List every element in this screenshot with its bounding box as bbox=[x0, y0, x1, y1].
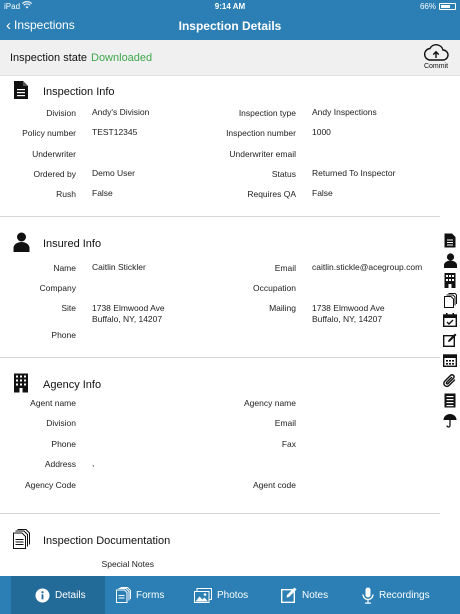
building-icon bbox=[13, 373, 29, 393]
info-icon bbox=[35, 588, 50, 603]
email-label: Email bbox=[274, 263, 296, 273]
insured-info-title: Insured Info bbox=[43, 238, 102, 250]
tab-forms[interactable] bbox=[116, 576, 186, 614]
cloud-upload-icon bbox=[423, 43, 449, 62]
microphone-icon bbox=[362, 587, 374, 604]
name-value: Caitlin Stickler bbox=[92, 262, 146, 272]
inspection-number-value: 1000 bbox=[312, 127, 331, 137]
policy-number-label: Policy number bbox=[22, 128, 76, 138]
email-value: caitlin.stickle@acegroup.com bbox=[312, 262, 423, 272]
status-value: Returned To Inspector bbox=[312, 168, 396, 178]
tab-notes[interactable] bbox=[281, 576, 353, 614]
rush-value: False bbox=[92, 188, 113, 198]
agency-division-label: Division bbox=[46, 418, 76, 428]
special-notes-label: Special Notes bbox=[101, 559, 154, 569]
site-label: Site bbox=[61, 303, 76, 313]
battery-percent: 66% bbox=[419, 2, 436, 11]
person-icon bbox=[13, 232, 30, 252]
documents-icon bbox=[13, 529, 30, 549]
mailing-address-line2: Buffalo, NY, 14207 bbox=[312, 314, 383, 324]
agency-info-title: Agency Info bbox=[43, 379, 102, 391]
calendar-check-icon[interactable] bbox=[442, 312, 458, 328]
inspection-state-value: Downloaded bbox=[91, 52, 153, 64]
inspection-documentation-title: Inspection Documentation bbox=[43, 535, 171, 547]
ordered-by-label: Ordered by bbox=[33, 169, 76, 179]
ordered-by-value: Demo User bbox=[92, 168, 135, 178]
inspection-state-label: Inspection state bbox=[10, 52, 88, 64]
list-icon[interactable] bbox=[442, 392, 458, 408]
clock: 9:14 AM bbox=[214, 2, 246, 11]
address-label: Address bbox=[44, 459, 76, 469]
agent-code-label: Agent code bbox=[252, 480, 296, 490]
tab-photos[interactable] bbox=[194, 576, 274, 614]
tab-forms-label: Forms bbox=[136, 589, 165, 601]
fax-label: Fax bbox=[281, 439, 296, 449]
top-bar bbox=[0, 0, 460, 40]
rush-label: Rush bbox=[56, 189, 76, 199]
inspection-info-section bbox=[0, 76, 440, 216]
notes-icon bbox=[281, 587, 297, 603]
name-label: Name bbox=[53, 263, 76, 273]
agency-phone-label: Phone bbox=[51, 439, 76, 449]
inspection-type-label: Inspection type bbox=[238, 108, 296, 118]
commit-label: Commit bbox=[423, 63, 449, 70]
page-title: Inspection Details bbox=[178, 19, 282, 33]
site-address-line1: 1738 Elmwood Ave bbox=[92, 303, 165, 313]
tab-recordings-label: Recordings bbox=[379, 589, 430, 601]
insured-info-section bbox=[0, 217, 440, 357]
inspection-state-bar bbox=[0, 40, 460, 76]
documents-icon[interactable] bbox=[442, 292, 458, 308]
photos-icon bbox=[194, 588, 212, 603]
document-icon bbox=[13, 80, 29, 100]
inspection-number-label: Inspection number bbox=[226, 128, 296, 138]
carrier-label: iPad bbox=[4, 2, 21, 11]
bottom-tab-bar bbox=[0, 576, 460, 614]
edit-icon[interactable] bbox=[442, 332, 458, 348]
document-icon[interactable] bbox=[442, 232, 458, 248]
inspection-type-value: Andy Inspections bbox=[312, 107, 377, 117]
tab-recordings[interactable] bbox=[362, 576, 452, 614]
agency-info-section bbox=[0, 358, 440, 513]
site-address-line2: Buffalo, NY, 14207 bbox=[92, 314, 163, 324]
underwriter-email-label: Underwriter email bbox=[229, 149, 296, 159]
phone-label: Phone bbox=[51, 330, 76, 340]
umbrella-icon[interactable] bbox=[442, 412, 458, 428]
company-label: Company bbox=[39, 283, 76, 293]
forms-icon bbox=[116, 587, 131, 603]
underwriter-label: Underwriter bbox=[32, 149, 76, 159]
agency-name-label: Agency name bbox=[244, 398, 296, 408]
person-icon[interactable] bbox=[442, 252, 458, 268]
paperclip-icon[interactable] bbox=[442, 372, 458, 388]
details-content[interactable] bbox=[0, 76, 440, 576]
tab-details[interactable] bbox=[11, 576, 105, 614]
tab-photos-label: Photos bbox=[217, 589, 249, 601]
address-value: , bbox=[92, 458, 95, 468]
chevron-left-icon: ‹ bbox=[6, 16, 11, 34]
status-label: Status bbox=[271, 169, 296, 179]
inspection-info-title: Inspection Info bbox=[43, 86, 115, 98]
tab-notes-label: Notes bbox=[302, 589, 329, 601]
agency-code-label: Agency Code bbox=[24, 480, 76, 490]
policy-number-value: TEST12345 bbox=[92, 127, 138, 137]
calendar-icon[interactable] bbox=[442, 352, 458, 368]
requires-qa-value: False bbox=[312, 188, 333, 198]
tab-details-label: Details bbox=[55, 589, 86, 601]
agency-email-label: Email bbox=[274, 418, 296, 428]
commit-button[interactable] bbox=[421, 43, 451, 70]
division-value: Andy's Division bbox=[92, 107, 150, 117]
status-bar bbox=[0, 0, 460, 13]
mailing-address-line1: 1738 Elmwood Ave bbox=[312, 303, 385, 313]
mailing-label: Mailing bbox=[269, 303, 296, 313]
battery-icon bbox=[439, 3, 456, 10]
back-button-label: Inspections bbox=[14, 18, 75, 32]
occupation-label: Occupation bbox=[253, 283, 296, 293]
division-label: Division bbox=[46, 108, 76, 118]
building-icon[interactable] bbox=[442, 272, 458, 288]
agent-name-label: Agent name bbox=[30, 398, 76, 408]
requires-qa-label: Requires QA bbox=[247, 189, 296, 199]
inspection-documentation-section bbox=[0, 514, 440, 576]
